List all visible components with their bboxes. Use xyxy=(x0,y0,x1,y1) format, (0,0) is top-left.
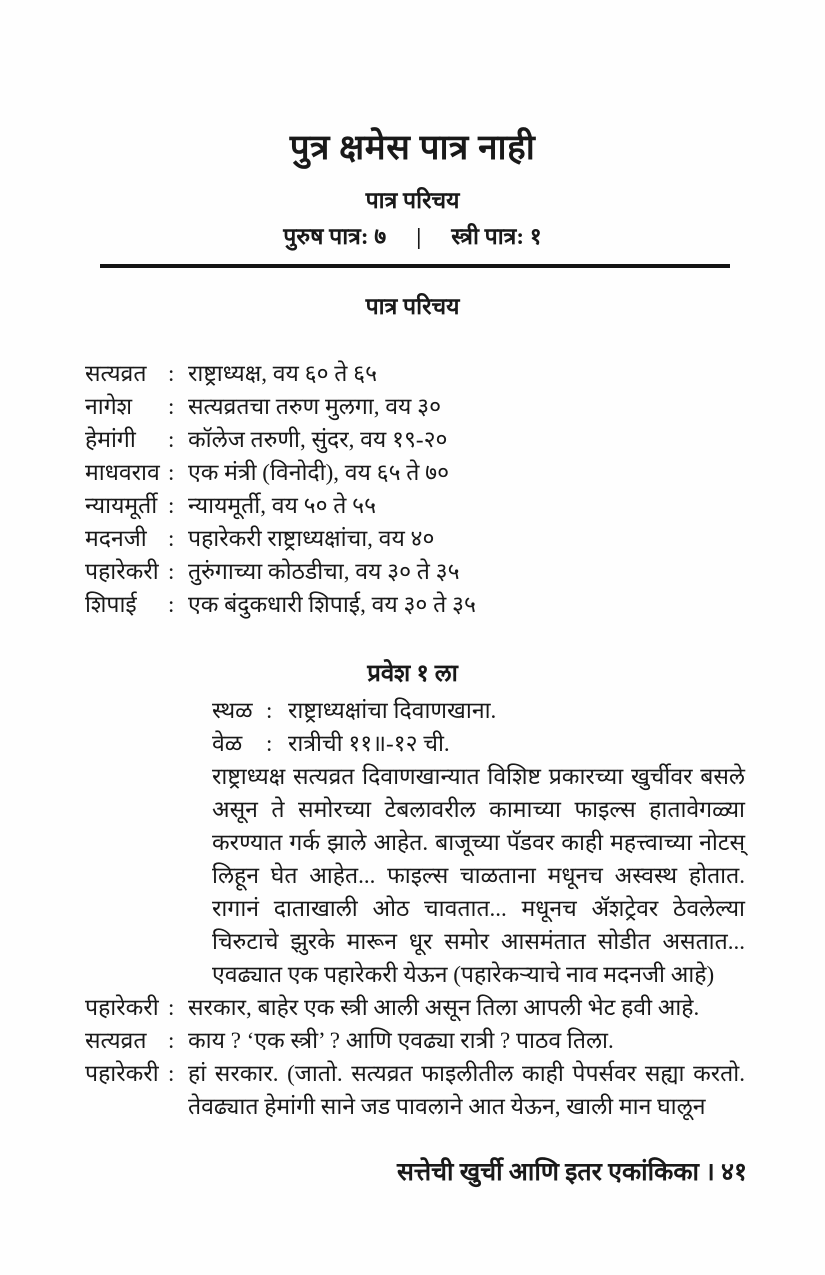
character-description: न्यायमूर्ती, वय ५० ते ५५ xyxy=(188,493,377,518)
character-row xyxy=(85,522,745,555)
play-title: पुत्र क्षमेस पात्र नाही xyxy=(289,128,536,167)
character-description: पहारेकरी राष्ट्राध्यक्षांचा, वय ४० xyxy=(188,526,435,551)
colon-separator: : xyxy=(266,731,273,756)
cast-section-heading: पात्र परिचय xyxy=(365,294,460,319)
character-row xyxy=(85,390,745,423)
colon-separator: : xyxy=(168,1061,175,1086)
character-list xyxy=(85,357,745,621)
stage-directions: राष्ट्राध्यक्ष सत्यव्रत दिवाणखान्यात विशिष्ट प्रकारच्या खुर्चीवर बसले असून ते समोरच्या टेबलावरील कामाच्या फाइल्स हातावेगळ्या करण्यात गर्क झाले आहेत. बाजूच्या पॅडवर काही महत्त्वाच्या नोटस् लिहून घेत आहेत... फाइल्स चाळताना मधूनच अस्वस्थ होतात. रागानं दाताखाली ओठ चावतात... मधूनच ॲशट्रेवर ठेवलेल्या चिरुटाचे झुरके मारून धूर समोर आसमंतात सोडीत असतात... एवढ्यात एक पहारेकरी येऊन (पहारेकऱ्याचे नाव मदनजी आहे) xyxy=(212,764,745,987)
colon-separator: : xyxy=(168,361,175,386)
character-description: एक बंदुकधारी शिपाई, वय ३० ते ३५ xyxy=(188,592,476,617)
dialogue-text: हां सरकार. (जातो. सत्यव्रत फाइलीतील काही पेपर्सवर सह्या करतो. तेवढ्यात हेमांगी साने जड पावलाने आत येऊन, खाली मान घालून xyxy=(188,1061,745,1119)
colon-separator: : xyxy=(168,526,175,551)
cast-counts-line xyxy=(0,221,825,253)
character-row xyxy=(85,555,745,588)
character-description: तुरुंगाच्या कोठडीचा, वय ३० ते ३५ xyxy=(188,559,460,584)
scene-place-row xyxy=(212,694,745,727)
colon-separator: : xyxy=(168,394,175,419)
colon-separator: : xyxy=(168,460,175,485)
character-name: न्यायमूर्ती xyxy=(85,493,158,518)
horizontal-rule xyxy=(100,264,730,268)
character-row xyxy=(85,423,745,456)
dialogue-list xyxy=(85,991,745,1123)
male-cast-count: पुरुष पात्र: ७ xyxy=(283,224,387,249)
character-description: सत्यव्रतचा तरुण मुलगा, वय ३० xyxy=(188,394,442,419)
dialogue-text: काय ? ‘एक स्त्री’ ? आणि एवढ्या रात्री ? पाठव तिला. xyxy=(188,1028,614,1053)
scene-block xyxy=(212,694,745,991)
dialogue-row xyxy=(85,1024,745,1057)
dialogue-speaker: सत्यव्रत xyxy=(85,1028,147,1053)
colon-separator: : xyxy=(266,698,273,723)
character-row xyxy=(85,357,745,390)
character-name: शिपाई xyxy=(85,592,137,617)
character-description: राष्ट्राध्यक्ष, वय ६० ते ६५ xyxy=(188,361,378,386)
colon-separator: : xyxy=(168,592,175,617)
cast-counts-divider: | xyxy=(416,224,422,249)
colon-separator: : xyxy=(168,493,175,518)
female-cast-count: स्त्री पात्र: १ xyxy=(451,224,542,249)
colon-separator: : xyxy=(168,1028,175,1053)
scene-time-row xyxy=(212,727,745,760)
place-label: स्थळ xyxy=(212,698,253,723)
running-footer-with-page-number: सत्तेची खुर्ची आणि इतर एकांकिका । ४१ xyxy=(396,1159,747,1186)
character-row xyxy=(85,489,745,522)
character-name: सत्यव्रत xyxy=(85,361,147,386)
dialogue-row xyxy=(85,1057,745,1123)
dialogue-speaker: पहारेकरी xyxy=(85,1061,159,1086)
character-name: नागेश xyxy=(85,394,133,419)
scene-heading: प्रवेश १ ला xyxy=(367,661,458,687)
dialogue-text: सरकार, बाहेर एक स्त्री आली असून तिला आपली भेट हवी आहे. xyxy=(188,995,700,1020)
character-description: एक मंत्री (विनोदी), वय ६५ ते ७० xyxy=(188,460,450,485)
place-value: राष्ट्राध्यक्षांचा दिवाणखाना. xyxy=(288,698,497,723)
time-label: वेळ xyxy=(212,731,243,756)
character-name: माधवराव xyxy=(85,460,160,485)
character-row xyxy=(85,588,745,621)
dialogue-row xyxy=(85,991,745,1024)
character-name: पहारेकरी xyxy=(85,559,159,584)
character-description: कॉलेज तरुणी, सुंदर, वय १९-२० xyxy=(188,427,448,452)
character-name: मदनजी xyxy=(85,526,147,551)
character-row xyxy=(85,456,745,489)
colon-separator: : xyxy=(168,995,175,1020)
cast-intro-subtitle: पात्र परिचय xyxy=(365,188,460,213)
colon-separator: : xyxy=(168,559,175,584)
dialogue-speaker: पहारेकरी xyxy=(85,995,159,1020)
character-name: हेमांगी xyxy=(85,427,136,452)
colon-separator: : xyxy=(168,427,175,452)
time-value: रात्रीची ११॥-१२ ची. xyxy=(288,731,450,756)
